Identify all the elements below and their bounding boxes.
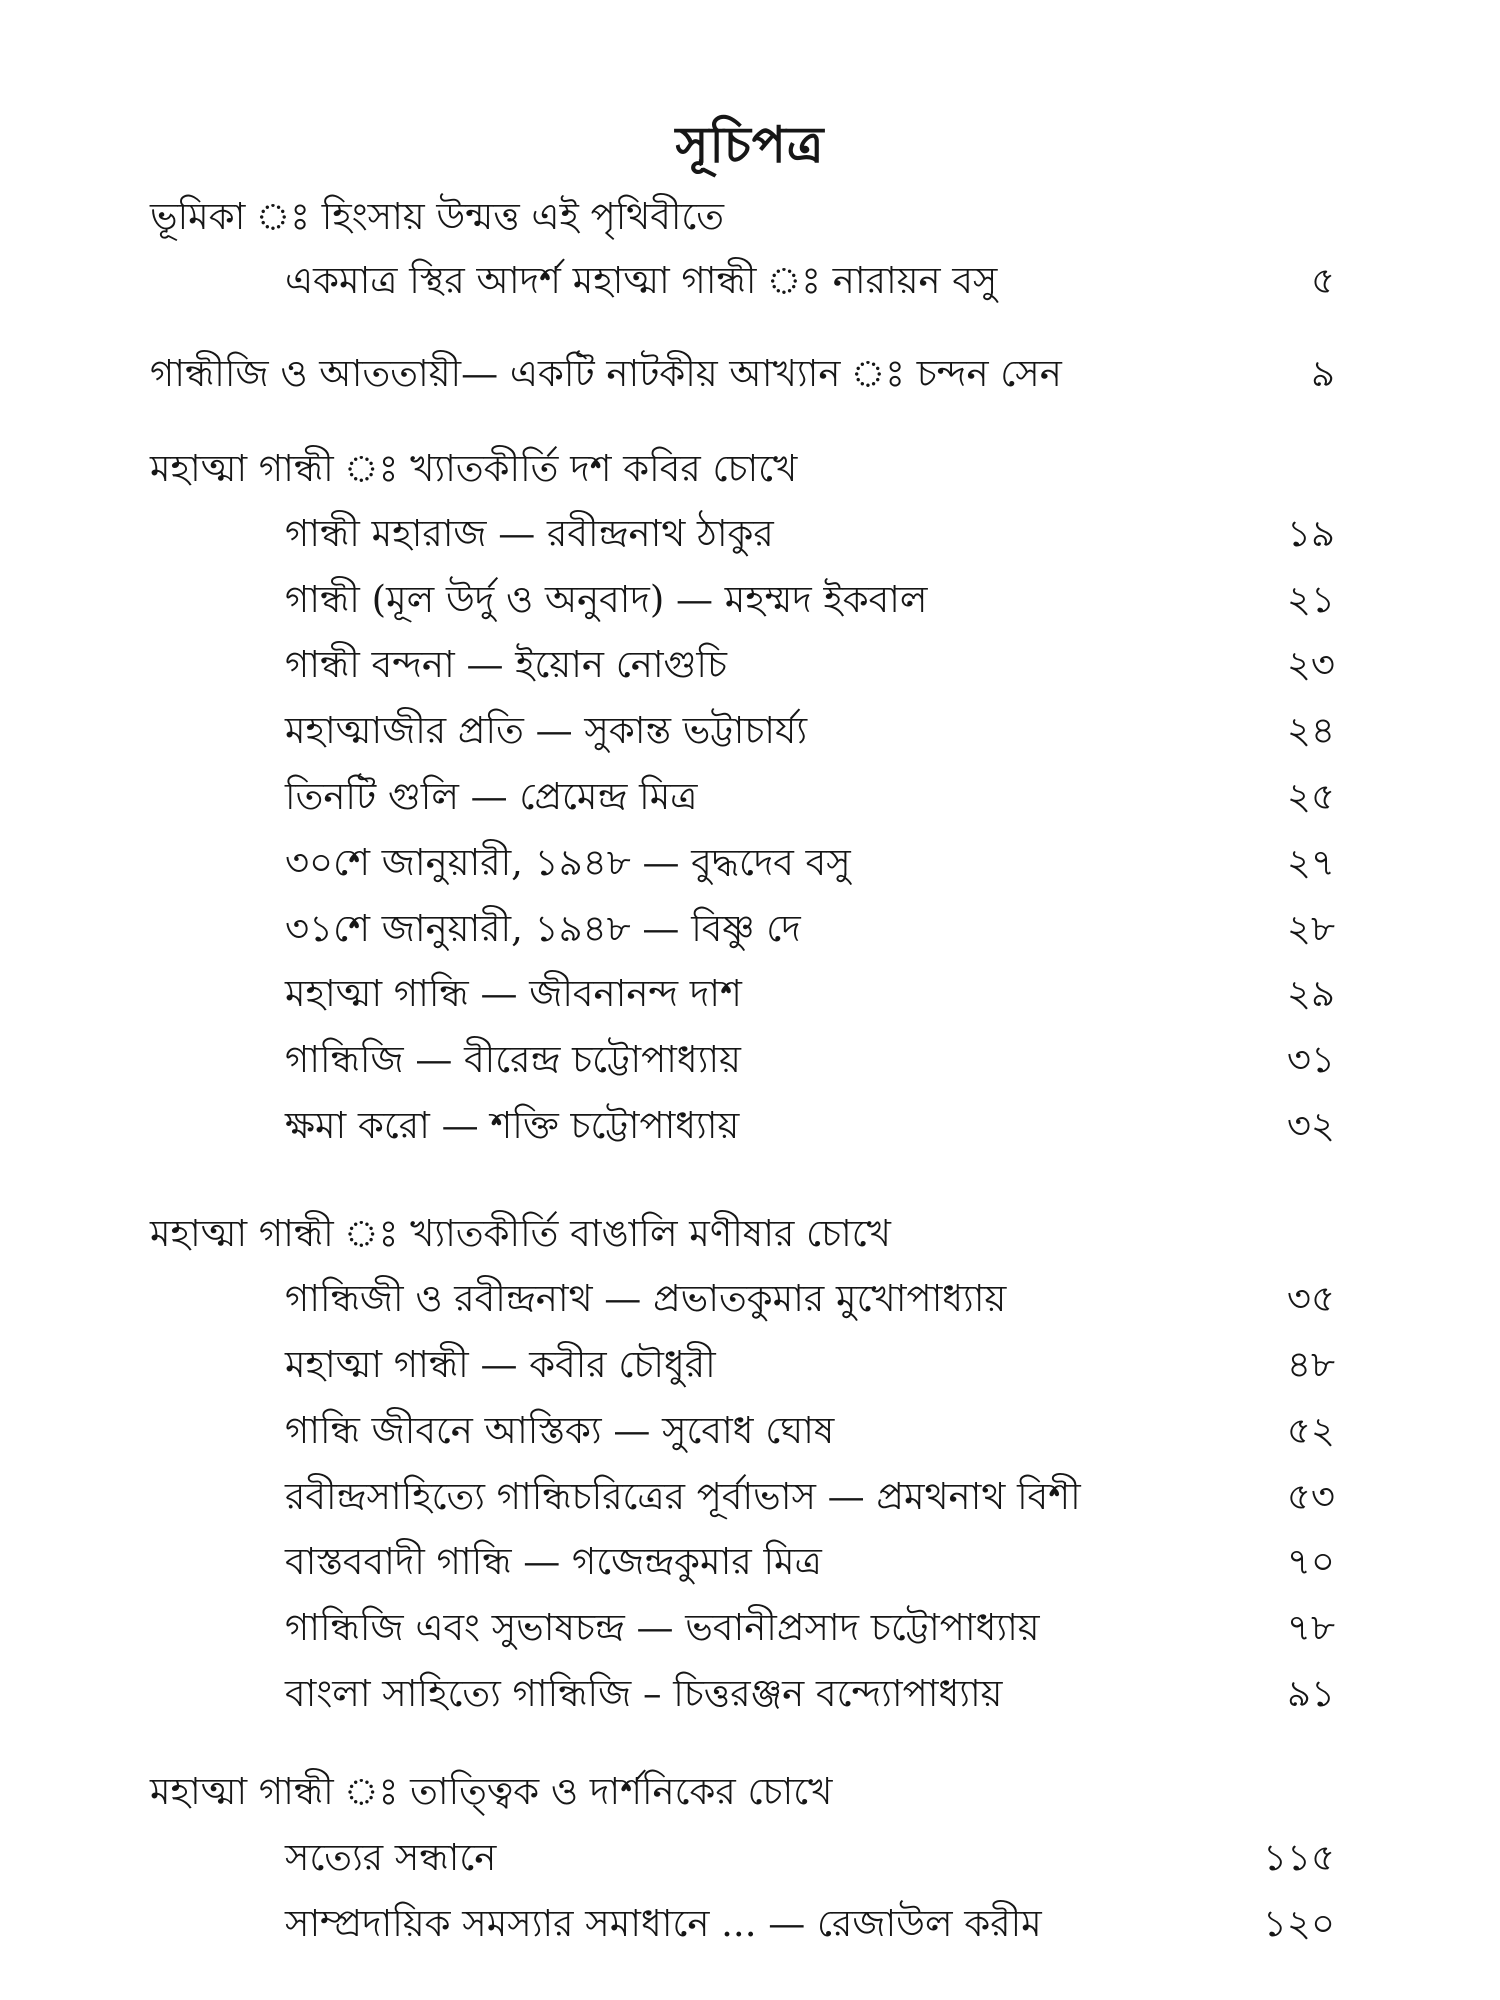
toc-entry-page: ২৫: [1286, 775, 1335, 818]
toc-entry-title: মহাত্মা গান্ধী ঃ খ্যাতকীর্তি বাঙালি মণীষার চোখে: [150, 1212, 891, 1255]
toc-entry: [285, 1533, 1335, 1591]
toc-entry-title: একমাত্র স্থির আদর্শ মহাত্মা গান্ধী ঃ নারায়ন বসু: [285, 259, 998, 302]
toc-entry: [285, 834, 1335, 892]
toc-entry-title: গান্ধী (মূল উর্দু ও অনুবাদ) — মহম্মদ ইকবাল: [285, 578, 928, 621]
toc-entry-title: ভূমিকা ঃ হিংসায় উন্মত্ত এই পৃথিবীতে: [150, 195, 725, 238]
toc-section-heading: [150, 440, 1250, 498]
toc-entry-title: সাম্প্রদায়িক সমস্যার সমাধানে ... — রেজাউল করীম: [285, 1902, 1042, 1945]
toc-entry-title: গান্ধী বন্দনা — ইয়োন নোগুচি: [285, 643, 727, 686]
toc-entry-page: ৯১: [1286, 1672, 1335, 1715]
toc-entry-title: সত্যের সন্ধানে: [285, 1836, 497, 1879]
toc-entry: [285, 1336, 1335, 1394]
toc-entry-page: ৯: [1310, 352, 1335, 395]
toc-entry-page: ২৮: [1286, 907, 1335, 950]
toc-entry-page: ২১: [1286, 578, 1335, 621]
toc-entry-title: গান্ধিজি এবং সুভাষচন্দ্র — ভবানীপ্রসাদ চট্টোপাধ্যায়: [285, 1606, 1040, 1649]
toc-entry-page: ৩৫: [1286, 1277, 1335, 1320]
toc-entry-title: মহাত্মা গান্ধি — জীবনানন্দ দাশ: [285, 972, 742, 1015]
toc-entry: [285, 1097, 1335, 1155]
toc-entry-title: গান্ধি জীবনে আস্তিক্য — সুবোধ ঘোষ: [285, 1409, 835, 1452]
toc-section-heading: [150, 1763, 1250, 1821]
toc-entry: [285, 1402, 1335, 1460]
toc-entry: [285, 252, 1335, 310]
toc-entry: [285, 1599, 1335, 1657]
toc-entry: [150, 345, 1335, 403]
toc-entry-title: গান্ধিজী ও রবীন্দ্রনাথ — প্রভাতকুমার মুখোপাধ্যায়: [285, 1277, 1007, 1320]
toc-entry-title: মহাত্মা গান্ধী — কবীর চৌধুরী: [285, 1343, 716, 1386]
toc-entry-title: মহাত্মা গান্ধী ঃ তাত্ত্বিক ও দার্শনিকের চোখে: [150, 1770, 833, 1813]
toc-entry: [285, 1895, 1335, 1953]
toc-entry-page: ৩১: [1286, 1038, 1335, 1081]
toc-entry: [285, 636, 1335, 694]
toc-entry: [285, 571, 1335, 629]
toc-entry-page: ৫: [1310, 259, 1335, 302]
page-title: সূচিপত্র: [675, 115, 825, 174]
toc-entry-page: ২৩: [1286, 643, 1335, 686]
toc-section-heading: [150, 1205, 1250, 1263]
toc-entry-page: ৫৩: [1286, 1475, 1335, 1518]
toc-entry: [285, 768, 1335, 826]
toc-entry-page: ১২০: [1262, 1902, 1335, 1945]
toc-entry-title: ৩১শে জানুয়ারী, ১৯৪৮ — বিষ্ণু দে: [285, 907, 801, 950]
toc-entry-title: ৩০শে জানুয়ারী, ১৯৪৮ — বুদ্ধদেব বসু: [285, 841, 851, 884]
toc-entry-title: মহাত্মা গান্ধী ঃ খ্যাতকীর্তি দশ কবির চোখে: [150, 447, 798, 490]
toc-entry-title: ক্ষমা করো — শক্তি চট্টোপাধ্যায়: [285, 1104, 740, 1147]
toc-entry: [285, 1829, 1335, 1887]
toc-entry-title: গান্ধীজি ও আততায়ী— একটি নাটকীয় আখ্যান ঃ চন্দন সেন: [150, 352, 1062, 395]
toc-entry-page: ১৯: [1286, 512, 1335, 555]
toc-entry: [285, 965, 1335, 1023]
toc-entry-page: ৭০: [1286, 1540, 1335, 1583]
toc-entry: [285, 1468, 1335, 1526]
toc-entry-page: ৩২: [1286, 1104, 1335, 1147]
toc-entry-title: বাংলা সাহিত্যে গান্ধিজি – চিত্তরঞ্জন বন্দ্যোপাধ্যায়: [285, 1672, 1003, 1715]
toc-entry: [285, 1270, 1335, 1328]
toc-entry-page: ৫২: [1286, 1409, 1335, 1452]
toc-entry-title: তিনটি গুলি — প্রেমেন্দ্র মিত্র: [285, 775, 698, 818]
toc-entry: [285, 900, 1335, 958]
toc-entry-title: রবীন্দ্রসাহিত্যে গান্ধিচরিত্রের পূর্বাভাস — প্রমথনাথ বিশী: [285, 1475, 1081, 1518]
toc-entry: [285, 1031, 1335, 1089]
toc-entry-title: বাস্তববাদী গান্ধি — গজেন্দ্রকুমার মিত্র: [285, 1540, 822, 1583]
toc-section-heading: [150, 188, 1250, 246]
toc-entry-page: ৭৮: [1286, 1606, 1335, 1649]
toc-entry-page: ২৭: [1286, 841, 1335, 884]
toc-entry-page: ২৪: [1286, 709, 1335, 752]
toc-entry: [285, 1665, 1335, 1723]
toc-entry-title: গান্ধী মহারাজ — রবীন্দ্রনাথ ঠাকুর: [285, 512, 774, 555]
toc-entry: [285, 505, 1335, 563]
toc-entry-title: গান্ধিজি — বীরেন্দ্র চট্টোপাধ্যায়: [285, 1038, 741, 1081]
toc-entry-title: মহাত্মাজীর প্রতি — সুকান্ত ভট্টাচার্য্য: [285, 709, 808, 752]
toc-entry-page: ২৯: [1286, 972, 1335, 1015]
toc-entry-page: ১১৫: [1262, 1836, 1335, 1879]
toc-entry: [285, 702, 1335, 760]
toc-entry-page: ৪৮: [1286, 1343, 1335, 1386]
